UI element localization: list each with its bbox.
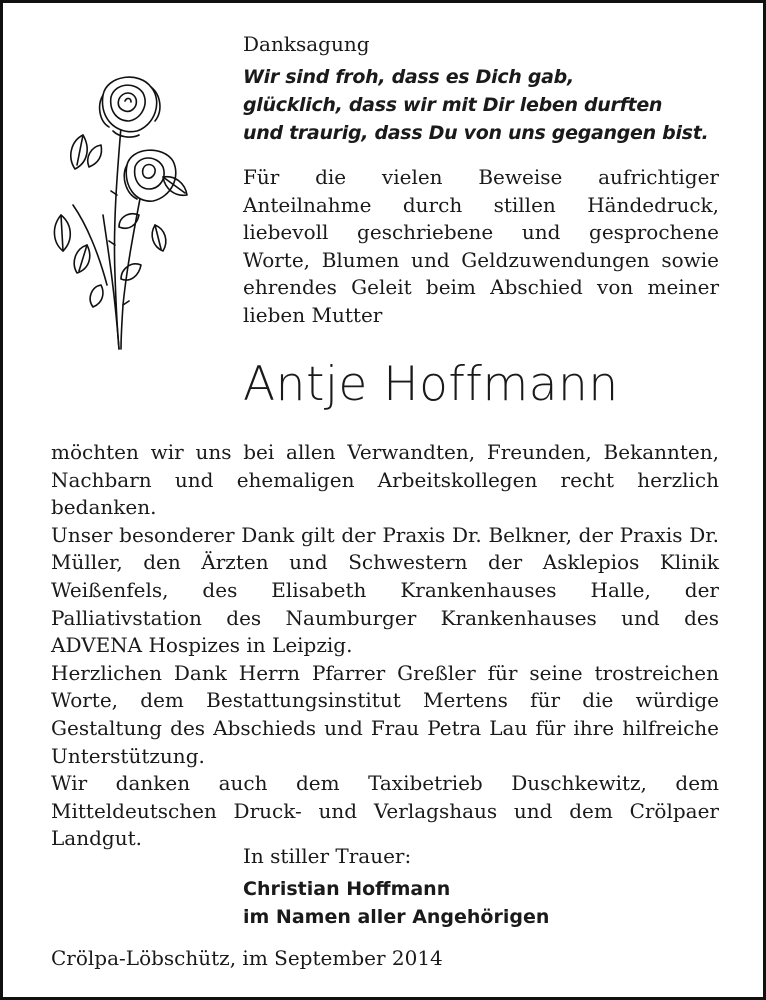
signer-note: im Namen aller Angehörigen — [243, 906, 550, 928]
signer-name: Christian Hoffmann — [243, 878, 451, 900]
motto-verse — [243, 63, 743, 147]
motto-line: Wir sind froh, dass es Dich gab, — [243, 66, 574, 88]
closing-phrase: In stiller Trauer: — [243, 844, 412, 868]
notice-heading: Danksagung — [243, 32, 370, 56]
place-date: Crölpa-Löbschütz, im September 2014 — [51, 946, 443, 970]
deceased-name: Antje Hoffmann — [243, 357, 619, 412]
signers — [243, 875, 549, 931]
thanks-body — [51, 439, 719, 853]
motto-line: glücklich, dass wir mit Dir leben durften — [243, 94, 663, 116]
body-paragraph: Herzlichen Dank Herrn Pfarrer Greßler für seine trostreichen Worte, dem Bestattungsinstitut Mertens für die würdige Gestaltung des Abschieds und Frau Petra Lau für ihre hilfreiche Unterstützung. — [51, 660, 719, 768]
body-paragraph: Unser besonderer Dank gilt der Praxis Dr. Belkner, der Praxis Dr. Müller, den Ärzten und Schwestern der Asklepios Klinik Weißenfels, des Elisabeth Krankenhauses Halle, der Palliativstation des Naumburger Krankenhauses und des ADVENA Hospizes in Leipzig. — [51, 522, 719, 658]
intro-paragraph: Für die vielen Beweise aufrichtiger Anteilnahme durch stillen Händedruck, liebevoll geschriebene und gesprochene Worte, Blumen und Geldzuwendungen sowie ehrendes Geleit beim Abschied von meiner lieben Mutter — [243, 165, 719, 327]
body-paragraph: möchten wir uns bei allen Verwandten, Freunden, Bekannten, Nachbarn und ehemaligen Arbeitskollegen recht herzlich bedanken. — [51, 440, 719, 520]
motto-line: und traurig, dass Du von uns gegangen bist. — [243, 122, 709, 144]
body-paragraph: Wir danken auch dem Taxibetrieb Duschkewitz, dem Mitteldeutschen Druck- und Verlagshaus und dem Crölpaer Landgut. — [51, 771, 719, 851]
rose-bouquet-icon — [43, 65, 203, 355]
